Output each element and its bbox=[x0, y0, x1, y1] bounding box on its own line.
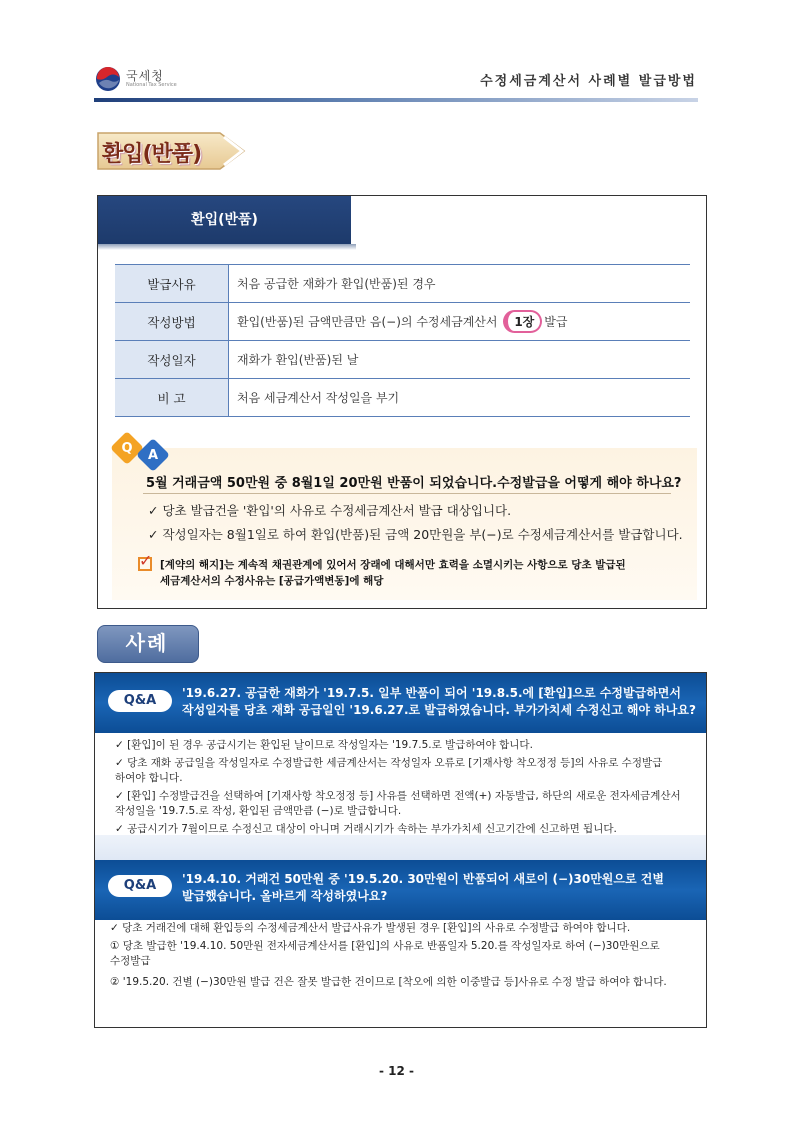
document-title: 수정세금계산서 사례별 발급방법 bbox=[480, 74, 697, 89]
case-answer-list bbox=[115, 738, 700, 837]
case-question-line: 발급했습니다. 올바르게 작성하였나요? bbox=[182, 889, 388, 903]
case-question bbox=[182, 685, 696, 719]
a-badge-letter: A bbox=[147, 448, 159, 463]
table-row bbox=[115, 341, 690, 379]
case-question-line: '19.6.27. 공급한 재화가 '19.7.5. 일부 반품이 되어 '19.8.5.에 [환입]으로 수정발급하면서 bbox=[182, 686, 681, 700]
row-label: 작성일자 bbox=[115, 341, 229, 379]
row-value: 처음 공급한 재화가 환입(반품)된 경우 bbox=[229, 265, 691, 303]
qa-note bbox=[160, 557, 680, 589]
qa-question: 5월 거래금액 50만원 중 8월1일 20만원 반품이 되었습니다.수정발급을 어떻게 해야 하나요? bbox=[146, 476, 682, 491]
list-item: ✓ 당초 재화 공급일을 작성일자로 수정발급한 세금계산서는 작성일자 오류로 [기재사항 착오정정 등]의 사유로 수정발급 bbox=[115, 757, 663, 769]
table-row bbox=[115, 379, 690, 417]
one-copy-highlight: 1장 bbox=[503, 310, 542, 333]
row-value: 처음 세금계산서 작성일을 부기 bbox=[229, 379, 691, 417]
qa-divider bbox=[143, 493, 671, 494]
case-badge-label: 사례 bbox=[125, 631, 169, 655]
info-card-tab-label: 환입(반품) bbox=[191, 212, 258, 228]
case-divider bbox=[95, 835, 706, 860]
list-item: ✓ [환입] 수정발급건을 선택하여 [기재사항 착오정정 등] 사유를 선택하면 전액(+) 자동발급, 하단의 새로운 전자세금계산서 bbox=[115, 790, 681, 802]
qa-note-line: 세금계산서의 수정사유는 [공급가액변동]에 해당 bbox=[160, 575, 384, 587]
list-item: ① 당초 발급한 '19.4.10. 50만원 전자세금계산서를 [환입]의 사유로 반품일자 5.20.를 작성일자로 하여 (−)30만원으로 bbox=[110, 940, 660, 952]
case-question-line: 작성일자를 당초 재화 공급일인 '19.6.27.로 발급하였습니다. 부가가치세 수정신고 해야 하나요? bbox=[182, 703, 696, 717]
page-number: - 12 - bbox=[378, 1064, 414, 1078]
info-card-tab-shadow bbox=[98, 244, 356, 250]
case-question-line: '19.4.10. 거래건 50만원 중 '19.5.20. 30만원이 반품되어 새로이 (−)30만원으로 건별 bbox=[182, 872, 664, 886]
row-value bbox=[229, 303, 691, 341]
list-item: ✓ 당초 거래건에 대해 환입등의 수정세금계산서 발급사유가 발생된 경우 [환입]의 사유로 수정발급 하여야 합니다. bbox=[110, 922, 631, 934]
table-row bbox=[115, 303, 690, 341]
nts-logo-icon bbox=[95, 66, 121, 92]
section-title: 환입(반품) bbox=[102, 142, 202, 167]
qa-answer: ✓ 당초 발급건을 '환입'의 사유로 수정세금계산서 발급 대상입니다. bbox=[148, 503, 512, 518]
row-label: 작성방법 bbox=[115, 303, 229, 341]
list-item: 작성일을 '19.7.5.로 작성, 환입된 금액만큼 (−)로 발급합니다. bbox=[115, 805, 402, 817]
row-label: 발급사유 bbox=[115, 265, 229, 303]
qa-pill: Q&A bbox=[108, 875, 172, 897]
checkmark-icon: ✓ bbox=[139, 551, 153, 570]
q-badge-letter: Q bbox=[121, 441, 133, 456]
qa-pill: Q&A bbox=[108, 690, 172, 712]
qa-answer: ✓ 작성일자는 8월1일로 하여 환입(반품)된 금액 20만원을 부(−)로 수정세금계산서를 발급합니다. bbox=[148, 527, 683, 542]
org-subtitle: National Tax Service bbox=[126, 82, 177, 88]
case-question bbox=[182, 871, 664, 905]
row-value-text: 환입(반품)된 금액만큼만 음(−)의 수정세금계산서 bbox=[237, 315, 498, 329]
row-value: 재화가 환입(반품)된 날 bbox=[229, 341, 691, 379]
list-item: 수정발급 bbox=[110, 955, 151, 967]
org-name: 국세청 bbox=[126, 69, 164, 83]
row-value-text-end: 발급 bbox=[544, 315, 568, 329]
table-row bbox=[115, 265, 690, 303]
list-item: ✓ 공급시기가 7월이므로 수정신고 대상이 아니며 거래시기가 속하는 부가가치세 신고기간에 신고하면 됩니다. bbox=[115, 823, 617, 835]
row-label: 비 고 bbox=[115, 379, 229, 417]
list-item: 하여야 합니다. bbox=[115, 772, 183, 784]
case-answer-list bbox=[110, 921, 700, 990]
header-divider bbox=[94, 98, 698, 102]
info-table bbox=[115, 264, 690, 417]
list-item: ② '19.5.20. 건별 (−)30만원 발급 건은 잘못 발급한 건이므로 [착오에 의한 이중발급 등]사유로 수정 발급 하여야 합니다. bbox=[110, 976, 667, 988]
qa-note-line: [계약의 해지]는 계속적 채권관계에 있어서 장래에 대해서만 효력을 소멸시키는 사항으로 당초 발급된 bbox=[160, 559, 626, 571]
list-item: ✓ [환입]이 된 경우 공급시기는 환입된 날이므로 작성일자는 '19.7.5.로 발급하여야 합니다. bbox=[115, 739, 533, 751]
